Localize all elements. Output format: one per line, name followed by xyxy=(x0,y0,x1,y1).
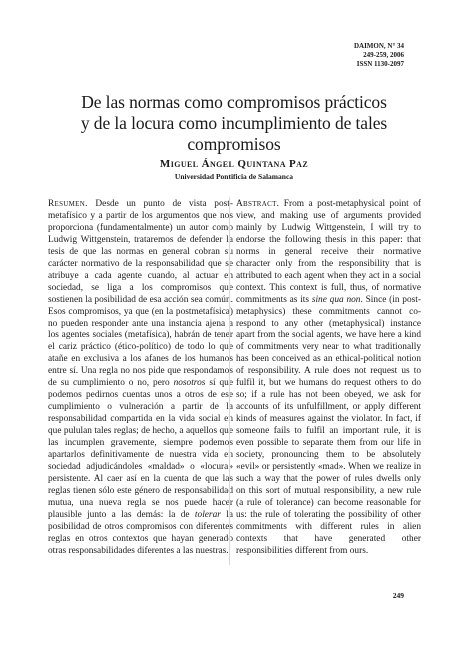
resumen-emphasis-1: nosotros xyxy=(173,378,206,389)
journal-name: DAIMON, N° 34 xyxy=(353,42,404,50)
journal-issn: ISSN 1130-2097 xyxy=(356,60,404,68)
page-number: 249 xyxy=(392,591,404,600)
author-affiliation: Universidad Pontificia de Salamanca xyxy=(174,172,294,181)
abstract-label: Abstract. xyxy=(236,199,280,209)
title-line-1: De las normas como compromisos prácticos xyxy=(81,92,387,112)
title-line-3: compromisos xyxy=(187,134,281,154)
abstract-text-1: From a post-metaphysical point of view, and making use of arguments provided mainly by Ludwig Wittgenstein, I will try to endorse the following thesis in this paper: that norms in general receive their normative character only from the responsibility that is attributed to each agent when they act in a social context. This context is full, thus, of normative commitments as its xyxy=(236,199,421,305)
paper-title xyxy=(40,92,428,155)
resumen-text-2: sí que podemos pedirnos cuentas unos a otros de ese cumplimiento o vulneración a partir de la responsabilidad compartida en la vida social en que pululan tales reglas; de hecho, a aquellos que las incumplen gravemente, siempre podemos apartarlos definitivamente de nuestra vida en sociedad adjudicándoles «maldad» o «locura» persistente. Al caer así en la cuenta de que las reglas tienen sólo este género de responsabilidad mutua, una nueva regla se nos puede hacer plausible junto a las demás: la de xyxy=(48,378,234,520)
journal-pages: 249-259, 2006 xyxy=(363,51,404,59)
journal-info xyxy=(354,42,404,69)
abstract-text-2: . Since (in post-metaphysics) these commitments cannot co-respond to any other (metaphysical) instance apart from the social agents, we have here a kind of commitments very near to what traditionally has been conceived as an ethical-political notion of responsibility. A rule does not request us to fulfil it, but we humans do request others to do so; if a rule has not been obeyed, we ask for accounts of its unfulfillment, or apply different kinds of measures against the violator. In fact, if someone fails to fulfil an important rule, it is even possible to separate them from our life in society, pronouncing them to be absolutely «evil» or persistently «mad». When we realize in such a way that the power of rules dwells only on this sort of mutual responsibility, a new rule (a rule of tolerance) can become reasonable for us: the rule of tolerating the possibility of other commitments with different rules in alien contexts that have generated other responsibilities different from ours. xyxy=(236,294,421,556)
abstract-emphasis-1: sine qua non xyxy=(311,294,361,305)
resumen-column xyxy=(48,199,233,558)
abstract-column xyxy=(236,199,421,558)
title-line-2: y de la locura como incumplimiento de tales xyxy=(80,113,388,133)
column-divider xyxy=(229,197,230,565)
resumen-text-3: la posibilidad de otros compromisos con diferentes reglas en otros contextos que hayan generado otras responsabilidades diferentes a las nuestras. xyxy=(48,509,233,556)
resumen-label: Resumen. xyxy=(48,199,88,209)
author-name: Miguel Ángel Quintana Paz xyxy=(159,158,309,170)
resumen-emphasis-2: tolerar xyxy=(194,509,221,520)
resumen-text-1: Desde un punto de vista post-metafísico y a partir de los argumentos que nos proporciona (fundamentalmente) un autor como Ludwig Wittgenstein, trataremos de defender la tesis de que las normas en general cobran su carácter normativo de la responsabilidad que se atribuye a cada agente cuando, al actuar en sociedad, se liga a los compromisos que sostienen la posibilidad de esa acción sea común. Esos compromisos, ya que (en la postmetafísica) no pueden responder ante una instancia ajena a los agentes sociales (metafísica), habrán de tener el cariz práctico (ético-político) de todo lo que atañe en exclusiva a los afanes de los humanos entre sí. Una regla no nos pide que respondamos de su cumplimiento o no, pero xyxy=(48,199,233,389)
